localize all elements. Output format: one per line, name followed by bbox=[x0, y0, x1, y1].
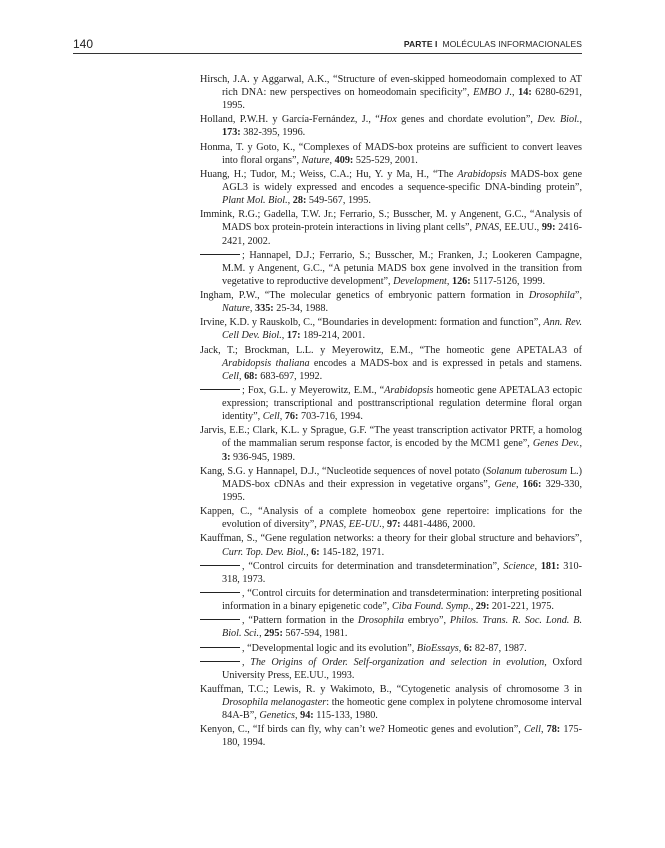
running-head bbox=[404, 39, 582, 49]
volume-number: 14: bbox=[518, 87, 532, 99]
volume-number: 126: bbox=[451, 275, 471, 287]
reference-entry bbox=[200, 384, 582, 423]
volume-number: 94: bbox=[300, 710, 314, 722]
reference-text: Ingham, P.W., “The molecular genetics of embryonic pattern formation in bbox=[200, 290, 529, 302]
reference-entry bbox=[200, 424, 582, 463]
italic-text: Drosophila melanogaster bbox=[222, 697, 327, 709]
volume-number: 99: bbox=[541, 222, 556, 234]
italic-text: The Origins of Order. Self-organization and selection in evolution bbox=[250, 656, 545, 668]
reference-text: , bbox=[446, 275, 452, 287]
reference-text: Jack, T.; Brockman, L.L. y Meyerowitz, E.M., “The homeotic gene APETALA3 of bbox=[200, 344, 582, 356]
italic-text: PNAS, EE-UU. bbox=[319, 519, 382, 531]
volume-number: 17: bbox=[286, 330, 301, 342]
reference-text: 382-395, 1996. bbox=[240, 127, 306, 139]
reference-text: , “Control circuits for determination and transdetermination”, bbox=[242, 560, 504, 572]
volume-number: 68: bbox=[244, 370, 258, 382]
running-header bbox=[73, 37, 582, 54]
reference-entry bbox=[200, 532, 582, 558]
italic-text: Cell bbox=[222, 370, 239, 382]
italic-text: Development bbox=[393, 275, 447, 287]
reference-text: Kang, S.G. y Hannapel, D.J., “Nucleotide sequences of novel potato ( bbox=[200, 465, 487, 477]
reference-text: , bbox=[238, 370, 245, 382]
italic-text: Gene bbox=[494, 478, 516, 490]
reference-text: , bbox=[540, 724, 547, 736]
reference-text: 175-180, 1994. bbox=[222, 724, 582, 749]
italic-text: Ciba Found. Symp. bbox=[392, 601, 471, 613]
repeat-author-dash bbox=[200, 592, 240, 593]
repeat-author-dash bbox=[200, 565, 240, 566]
reference-text: , bbox=[295, 710, 301, 722]
reference-text: Honma, T. y Goto, K., “Complexes of MADS-box proteins are sufficient to convert leaves into floral organs”, bbox=[200, 141, 582, 166]
reference-text: , bbox=[259, 628, 265, 640]
italic-text: Arabidopsis bbox=[384, 385, 434, 396]
reference-text: Irvine, K.D. y Rauskolb, C., “Boundaries in development: formation and function”, bbox=[200, 317, 544, 329]
reference-text: 5117-5126, 1999. bbox=[470, 275, 545, 287]
reference-text: Jarvis, E.E.; Clark, K.L. y Sprague, G.F. “The yeast transcription activator PRTF, a homolog of the mammalian serum response factor, is encoded by the MCM1 gene”, bbox=[200, 425, 582, 450]
italic-text: Arabidopsis thaliana bbox=[222, 357, 310, 369]
reference-text: , bbox=[242, 656, 251, 668]
reference-text: , bbox=[579, 438, 582, 450]
italic-text: Hox bbox=[379, 114, 397, 126]
reference-text: , bbox=[329, 154, 335, 166]
reference-entry bbox=[200, 73, 582, 112]
italic-text: Genetics bbox=[259, 710, 296, 722]
reference-text: Holland, P.W.H. y García-Fernández, J., “ bbox=[200, 114, 380, 126]
reference-text: , Oxford University Press, EE.UU., 1993. bbox=[222, 656, 582, 681]
reference-text: MADS-box gene AGL3 is widely expressed and encodes a sequence-specific DNA-binding protein”, bbox=[222, 168, 582, 194]
reference-text: , bbox=[515, 478, 523, 490]
reference-entry bbox=[200, 723, 582, 749]
italic-text: Arabidopsis bbox=[457, 168, 507, 180]
reference-text: , bbox=[287, 195, 293, 207]
italic-text: Plant Mol. Biol. bbox=[222, 195, 288, 207]
reference-entry bbox=[200, 683, 582, 722]
reference-text: , bbox=[579, 114, 583, 126]
italic-text: Drosophila bbox=[528, 290, 575, 302]
volume-number: 166: bbox=[522, 478, 542, 490]
italic-text: Curr. Top. Dev. Biol. bbox=[222, 546, 307, 558]
volume-number: 6: bbox=[463, 642, 473, 654]
reference-entry bbox=[200, 316, 582, 342]
reference-entry bbox=[200, 587, 582, 613]
reference-text: , bbox=[306, 546, 312, 558]
reference-text: , bbox=[512, 87, 519, 99]
reference-text: 6280-6291, 1995. bbox=[222, 87, 582, 112]
reference-text: , “Developmental logic and its evolution”, bbox=[242, 642, 417, 654]
reference-text: 703-716, 1994. bbox=[298, 411, 363, 423]
reference-text: genes and chordate evolution”, bbox=[396, 114, 538, 126]
section-title: MOLÉCULAS INFORMACIONALES bbox=[442, 39, 582, 49]
reference-list bbox=[200, 73, 582, 751]
reference-text: 567-594, 1981. bbox=[282, 628, 348, 640]
volume-number: 409: bbox=[334, 154, 354, 166]
reference-text: Kenyon, C., “If birds can fly, why can’t we? Homeotic genes and evolution”, bbox=[200, 724, 524, 736]
italic-text: Philos. Trans. R. Soc. Lond. B. Biol. Sci. bbox=[222, 615, 582, 640]
volume-number: 78: bbox=[546, 724, 561, 736]
italic-text: Drosophila bbox=[357, 615, 404, 627]
reference-text: , “Pattern formation in the bbox=[242, 615, 358, 627]
reference-entry bbox=[200, 168, 582, 207]
reference-entry bbox=[200, 465, 582, 504]
volume-number: 3: bbox=[222, 451, 231, 463]
italic-text: Solanum tuberosum bbox=[486, 465, 568, 477]
reference-text: 683-697, 1992. bbox=[257, 370, 323, 382]
volume-number: 173: bbox=[222, 127, 241, 139]
reference-text: 936-945, 1989. bbox=[230, 451, 296, 463]
reference-text: , bbox=[381, 519, 387, 531]
italic-text: Ann. Rev. Cell Dev. Biol. bbox=[222, 317, 582, 342]
reference-entry bbox=[200, 614, 582, 640]
reference-text: encodes a MADS-box and is expressed in petals and stamens. bbox=[309, 357, 582, 369]
reference-text: Kauffman, T.C.; Lewis, R. y Wakimoto, B., “Cytogenetic analysis of chromosome 3 in bbox=[200, 684, 582, 695]
reference-entry bbox=[200, 141, 582, 167]
reference-text: L.) MADS-box cDNAs and their expression in vegetative organs”, bbox=[222, 465, 582, 490]
italic-text: Dev. Biol. bbox=[537, 114, 580, 126]
volume-number: 76: bbox=[284, 411, 299, 423]
reference-text: , bbox=[458, 642, 464, 654]
reference-text: 4481-4486, 2000. bbox=[400, 519, 476, 531]
reference-entry bbox=[200, 642, 582, 655]
reference-entry bbox=[200, 289, 582, 315]
italic-text: BioEssays bbox=[416, 642, 459, 654]
reference-text: Kauffman, S., “Gene regulation networks: a theory for their global structure and behaviors”, bbox=[200, 533, 582, 545]
italic-text: Genes Dev. bbox=[532, 438, 580, 450]
reference-text: 145-182, 1971. bbox=[319, 546, 385, 558]
volume-number: 335: bbox=[255, 303, 274, 315]
reference-entry bbox=[200, 208, 582, 247]
reference-text: Immink, R.G.; Gadella, T.W. Jr.; Ferrario, S.; Busscher, M. y Angenent, G.C., “Analysis of MADS box protein-protein interactions in living plant cells”, bbox=[200, 209, 582, 234]
reference-text: 82-87, 1987. bbox=[472, 642, 527, 654]
reference-text: , bbox=[279, 411, 285, 423]
reference-entry bbox=[200, 249, 582, 288]
italic-text: Cell bbox=[523, 724, 541, 736]
reference-text: , EE.UU., bbox=[499, 222, 542, 234]
reference-text: 525-529, 2001. bbox=[353, 154, 418, 166]
volume-number: 295: bbox=[264, 628, 283, 640]
reference-text: 115-133, 1980. bbox=[313, 710, 378, 722]
repeat-author-dash bbox=[200, 619, 240, 620]
reference-text: , bbox=[534, 560, 541, 572]
reference-text: ”, bbox=[574, 290, 582, 302]
reference-entry bbox=[200, 656, 582, 682]
reference-text: : the homeotic gene complex in polytene chromosome interval 84A-B”, bbox=[222, 697, 582, 722]
reference-text: homeotic gene APETALA3 ectopic expression; transcriptional and posttranscriptional regulation determine floral organ identity”, bbox=[222, 385, 582, 423]
reference-text: 201-221, 1975. bbox=[489, 601, 554, 613]
italic-text: Science bbox=[503, 560, 535, 572]
reference-text: 2416-2421, 2002. bbox=[222, 222, 582, 247]
repeat-author-dash bbox=[200, 254, 240, 255]
reference-text: embryo”, bbox=[403, 615, 450, 627]
volume-number: 181: bbox=[540, 560, 560, 572]
italic-text: Cell bbox=[262, 411, 280, 423]
reference-text: , bbox=[281, 330, 287, 342]
reference-text: Huang, H.; Tudor, M.; Weiss, C.A.; Hu, Y. y Ma, H., “The bbox=[200, 168, 458, 180]
italic-text: PNAS bbox=[474, 222, 500, 234]
reference-entry bbox=[200, 560, 582, 586]
repeat-author-dash bbox=[200, 389, 240, 390]
reference-text: , “Control circuits for determination and transdetermination: interpreting positional information in a binary epigenetic code”, bbox=[222, 587, 582, 613]
italic-text: Nature bbox=[222, 303, 250, 315]
volume-number: 97: bbox=[386, 519, 401, 531]
reference-text: Kappen, C., “Analysis of a complete homeobox gene repertoire: implications for the evolution of diversity”, bbox=[200, 506, 582, 531]
reference-entry bbox=[200, 505, 582, 531]
reference-text: 189-214, 2001. bbox=[300, 330, 366, 342]
reference-entry bbox=[200, 344, 582, 383]
reference-text: 25-34, 1988. bbox=[273, 303, 329, 315]
reference-text: 549-567, 1995. bbox=[306, 195, 371, 207]
italic-text: EMBO J. bbox=[473, 87, 512, 99]
reference-text: ; Fox, G.L. y Meyerowitz, E.M., “ bbox=[242, 385, 385, 396]
repeat-author-dash bbox=[200, 661, 240, 662]
reference-text: Hirsch, J.A. y Aggarwal, A.K., “Structure of even-skipped homeodomain complexed to AT rich DNA: new perspectives on homeodomain specificity”, bbox=[200, 74, 582, 99]
part-label: PARTE I bbox=[403, 39, 438, 49]
italic-text: Nature bbox=[301, 154, 330, 166]
reference-entry bbox=[200, 113, 582, 139]
reference-text: 329-330, 1995. bbox=[222, 478, 582, 503]
reference-text: , bbox=[249, 303, 256, 315]
page-number: 140 bbox=[73, 37, 94, 51]
reference-text: ; Hannapel, D.J.; Ferrario, S.; Busscher, M.; Franken, J.; Lookeren Campagne, M.M. y Angenent, G.C., “A petunia MADS box gene involved in the transition from vegetative to reproductive development”, bbox=[222, 249, 582, 287]
repeat-author-dash bbox=[200, 647, 240, 648]
reference-text: , bbox=[470, 601, 476, 613]
volume-number: 6: bbox=[311, 546, 320, 558]
volume-number: 29: bbox=[475, 601, 490, 613]
volume-number: 28: bbox=[292, 195, 307, 207]
reference-text: 310-318, 1973. bbox=[222, 560, 582, 585]
